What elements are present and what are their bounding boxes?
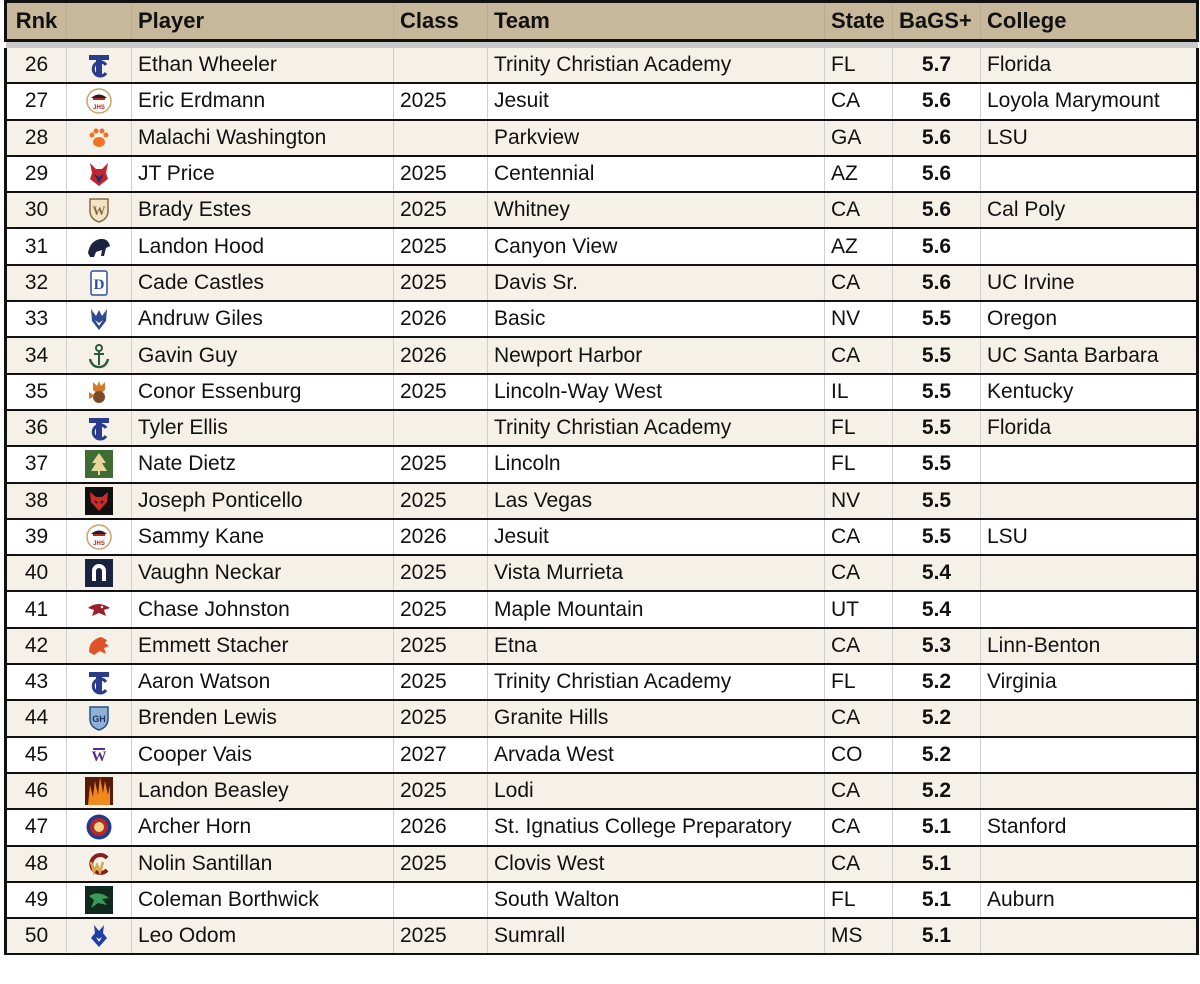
header-team[interactable]: Team (488, 2, 825, 41)
team-cell[interactable]: Lincoln-Way West (488, 374, 825, 410)
state-cell[interactable]: FL (825, 882, 893, 918)
table-row (6, 773, 1198, 809)
w-shield-logo-icon (85, 196, 113, 224)
rank-cell[interactable]: 45 (6, 737, 67, 773)
table-row (6, 228, 1198, 264)
class-cell[interactable]: 2025 (394, 918, 488, 954)
score-cell[interactable]: 5.6 (893, 265, 981, 301)
team-cell[interactable]: Canyon View (488, 228, 825, 264)
logo-cell[interactable] (67, 664, 132, 700)
logo-cell[interactable] (67, 882, 132, 918)
college-cell[interactable] (981, 846, 1198, 882)
college-cell[interactable] (981, 446, 1198, 482)
bulldog-logo-icon (85, 922, 113, 950)
table-row (6, 882, 1198, 918)
player-cell[interactable]: Leo Odom (132, 918, 394, 954)
class-cell[interactable] (394, 410, 488, 446)
player-cell[interactable]: Landon Beasley (132, 773, 394, 809)
rank-cell[interactable]: 46 (6, 773, 67, 809)
state-cell[interactable]: FL (825, 664, 893, 700)
aw-logo-icon (85, 741, 113, 769)
college-cell[interactable]: Auburn (981, 882, 1198, 918)
college-cell[interactable]: Kentucky (981, 374, 1198, 410)
table-row (6, 410, 1198, 446)
team-cell[interactable]: Jesuit (488, 83, 825, 119)
player-cell[interactable]: Eric Erdmann (132, 83, 394, 119)
class-cell[interactable]: 2025 (394, 773, 488, 809)
score-cell[interactable]: 5.1 (893, 882, 981, 918)
state-cell[interactable]: NV (825, 301, 893, 337)
logo-cell[interactable] (67, 555, 132, 591)
wildcat-logo-icon (85, 487, 113, 515)
table-body (6, 48, 1198, 954)
panther-logo-icon (85, 233, 113, 261)
logo-cell[interactable] (67, 700, 132, 736)
table-row (6, 664, 1198, 700)
logo-cell[interactable] (67, 265, 132, 301)
team-cell[interactable]: Arvada West (488, 737, 825, 773)
logo-cell[interactable] (67, 374, 132, 410)
team-cell[interactable]: Trinity Christian Academy (488, 664, 825, 700)
header-class[interactable]: Class (394, 2, 488, 41)
team-cell[interactable]: Whitney (488, 192, 825, 228)
college-cell[interactable]: Oregon (981, 301, 1198, 337)
logo-cell[interactable] (67, 83, 132, 119)
rank-cell[interactable]: 47 (6, 809, 67, 845)
state-cell[interactable]: CO (825, 737, 893, 773)
table-row (6, 483, 1198, 519)
svg-text:JHS: JHS (93, 541, 105, 547)
tc-logo-icon (85, 668, 113, 696)
college-cell[interactable]: LSU (981, 120, 1198, 156)
class-cell[interactable]: 2025 (394, 628, 488, 664)
player-cell[interactable]: Aaron Watson (132, 664, 394, 700)
header-state[interactable]: State (825, 2, 893, 41)
rank-cell[interactable]: 40 (6, 555, 67, 591)
college-cell[interactable] (981, 555, 1198, 591)
player-cell[interactable]: Nolin Santillan (132, 846, 394, 882)
cw-logo-icon (85, 850, 113, 878)
player-cell[interactable]: Gavin Guy (132, 337, 394, 373)
tc-logo-icon (85, 51, 113, 79)
rank-cell[interactable]: 31 (6, 228, 67, 264)
state-cell[interactable]: AZ (825, 228, 893, 264)
lion-logo-icon (85, 632, 113, 660)
table-row (6, 156, 1198, 192)
player-cell[interactable]: Vaughn Neckar (132, 555, 394, 591)
table-row (6, 374, 1198, 410)
gh-shield-logo-icon (85, 704, 113, 732)
rank-cell[interactable]: 36 (6, 410, 67, 446)
team-cell[interactable]: Lincoln (488, 446, 825, 482)
table-row (6, 809, 1198, 845)
header-shadow (6, 41, 1198, 49)
college-cell[interactable]: Virginia (981, 664, 1198, 700)
table-row (6, 83, 1198, 119)
class-cell[interactable]: 2026 (394, 809, 488, 845)
spartan-logo-icon (85, 886, 113, 914)
table-row (6, 519, 1198, 555)
team-cell[interactable]: South Walton (488, 882, 825, 918)
score-cell[interactable]: 5.2 (893, 700, 981, 736)
rank-cell[interactable]: 48 (6, 846, 67, 882)
table-row (6, 737, 1198, 773)
logo-cell[interactable] (67, 918, 132, 954)
logo-cell[interactable] (67, 446, 132, 482)
class-cell[interactable]: 2025 (394, 374, 488, 410)
player-cell[interactable]: Ethan Wheeler (132, 48, 394, 83)
college-cell[interactable]: Cal Poly (981, 192, 1198, 228)
state-cell[interactable]: IL (825, 374, 893, 410)
class-cell[interactable]: 2027 (394, 737, 488, 773)
player-cell[interactable]: Cade Castles (132, 265, 394, 301)
wolf-head-logo-icon (85, 305, 113, 333)
table-row (6, 918, 1198, 954)
class-cell[interactable]: 2025 (394, 555, 488, 591)
wolf-logo-icon (85, 160, 113, 188)
table-row (6, 700, 1198, 736)
horseshoe-logo-icon (85, 559, 113, 587)
team-cell[interactable]: St. Ignatius College Preparatory (488, 809, 825, 845)
team-cell[interactable]: Granite Hills (488, 700, 825, 736)
svg-text:D: D (93, 276, 105, 293)
logo-cell[interactable] (67, 337, 132, 373)
tc-logo-icon (85, 414, 113, 442)
rank-cell[interactable]: 41 (6, 591, 67, 627)
score-cell[interactable]: 5.2 (893, 773, 981, 809)
score-cell[interactable]: 5.1 (893, 809, 981, 845)
team-cell[interactable]: Centennial (488, 156, 825, 192)
score-cell[interactable]: 5.5 (893, 483, 981, 519)
state-cell[interactable]: NV (825, 483, 893, 519)
header-score[interactable]: BaGS+ (893, 2, 981, 41)
warrior-logo-icon (85, 378, 113, 406)
class-cell[interactable]: 2025 (394, 156, 488, 192)
state-cell[interactable]: CA (825, 265, 893, 301)
rank-cell[interactable]: 38 (6, 483, 67, 519)
svg-text:W: W (92, 203, 106, 219)
rank-cell[interactable]: 42 (6, 628, 67, 664)
table-row (6, 48, 1198, 83)
rank-cell[interactable]: 26 (6, 48, 67, 83)
player-cell[interactable]: Archer Horn (132, 809, 394, 845)
seal-logo-icon (85, 813, 113, 841)
table-row (6, 846, 1198, 882)
score-cell[interactable]: 5.6 (893, 228, 981, 264)
team-cell[interactable]: Clovis West (488, 846, 825, 882)
player-cell[interactable]: Tyler Ellis (132, 410, 394, 446)
table-row (6, 192, 1198, 228)
d-logo-icon (85, 269, 113, 297)
player-cell[interactable]: Coleman Borthwick (132, 882, 394, 918)
class-cell[interactable]: 2025 (394, 483, 488, 519)
college-cell[interactable]: UC Santa Barbara (981, 337, 1198, 373)
svg-text:GH: GH (92, 714, 106, 725)
college-cell[interactable]: Florida (981, 48, 1198, 83)
team-cell[interactable]: Vista Murrieta (488, 555, 825, 591)
college-cell[interactable] (981, 591, 1198, 627)
team-cell[interactable]: Trinity Christian Academy (488, 410, 825, 446)
score-cell[interactable]: 5.5 (893, 446, 981, 482)
pirate-jhs-logo-icon (85, 87, 113, 115)
score-cell[interactable]: 5.6 (893, 120, 981, 156)
rank-cell[interactable]: 50 (6, 918, 67, 954)
rank-cell[interactable]: 43 (6, 664, 67, 700)
table-row (6, 337, 1198, 373)
player-cell[interactable]: Joseph Ponticello (132, 483, 394, 519)
table-row (6, 628, 1198, 664)
score-cell[interactable]: 5.5 (893, 337, 981, 373)
rank-cell[interactable]: 28 (6, 120, 67, 156)
class-cell[interactable] (394, 120, 488, 156)
score-cell[interactable]: 5.6 (893, 156, 981, 192)
rank-cell[interactable]: 39 (6, 519, 67, 555)
flames-logo-icon (85, 777, 113, 805)
state-cell[interactable]: FL (825, 410, 893, 446)
college-cell[interactable] (981, 228, 1198, 264)
score-cell[interactable]: 5.6 (893, 83, 981, 119)
class-cell[interactable]: 2025 (394, 846, 488, 882)
score-cell[interactable]: 5.4 (893, 555, 981, 591)
rank-cell[interactable]: 29 (6, 156, 67, 192)
logo-cell[interactable] (67, 591, 132, 627)
player-cell[interactable]: Chase Johnston (132, 591, 394, 627)
score-cell[interactable]: 5.4 (893, 591, 981, 627)
state-cell[interactable]: UT (825, 591, 893, 627)
class-cell[interactable]: 2025 (394, 664, 488, 700)
header-college[interactable]: College (981, 2, 1198, 41)
table-row (6, 555, 1198, 591)
college-cell[interactable] (981, 483, 1198, 519)
svg-text:JHS: JHS (93, 105, 105, 112)
team-cell[interactable]: Basic (488, 301, 825, 337)
college-cell[interactable] (981, 737, 1198, 773)
class-cell[interactable]: 2026 (394, 337, 488, 373)
team-cell[interactable]: Lodi (488, 773, 825, 809)
team-cell[interactable]: Davis Sr. (488, 265, 825, 301)
team-cell[interactable]: Etna (488, 628, 825, 664)
eagle-logo-icon (85, 596, 113, 624)
score-cell[interactable]: 5.5 (893, 374, 981, 410)
player-cell[interactable]: Cooper Vais (132, 737, 394, 773)
anchor-logo-icon (85, 342, 113, 370)
score-cell[interactable]: 5.5 (893, 519, 981, 555)
team-cell[interactable]: Jesuit (488, 519, 825, 555)
score-cell[interactable]: 5.2 (893, 664, 981, 700)
state-cell[interactable]: CA (825, 846, 893, 882)
college-cell[interactable] (981, 700, 1198, 736)
college-cell[interactable]: UC Irvine (981, 265, 1198, 301)
college-cell[interactable]: Stanford (981, 809, 1198, 845)
college-cell[interactable] (981, 773, 1198, 809)
state-cell[interactable]: CA (825, 192, 893, 228)
state-cell[interactable]: CA (825, 519, 893, 555)
state-cell[interactable]: CA (825, 809, 893, 845)
state-cell[interactable]: CA (825, 555, 893, 591)
header-rank[interactable]: Rnk (6, 2, 67, 41)
rank-cell[interactable]: 30 (6, 192, 67, 228)
logo-cell[interactable] (67, 519, 132, 555)
college-cell[interactable] (981, 156, 1198, 192)
score-cell[interactable]: 5.5 (893, 410, 981, 446)
logo-cell[interactable] (67, 410, 132, 446)
team-cell[interactable]: Trinity Christian Academy (488, 48, 825, 83)
class-cell[interactable] (394, 882, 488, 918)
score-cell[interactable]: 5.2 (893, 737, 981, 773)
rank-cell[interactable]: 37 (6, 446, 67, 482)
class-cell[interactable]: 2025 (394, 591, 488, 627)
logo-cell[interactable] (67, 846, 132, 882)
logo-cell[interactable] (67, 737, 132, 773)
logo-cell[interactable] (67, 301, 132, 337)
class-cell[interactable]: 2025 (394, 446, 488, 482)
college-cell[interactable]: Linn-Benton (981, 628, 1198, 664)
state-cell[interactable]: CA (825, 83, 893, 119)
logo-cell[interactable] (67, 192, 132, 228)
logo-cell[interactable] (67, 809, 132, 845)
player-cell[interactable]: Brenden Lewis (132, 700, 394, 736)
team-cell[interactable]: Las Vegas (488, 483, 825, 519)
rank-cell[interactable]: 32 (6, 265, 67, 301)
rank-cell[interactable]: 35 (6, 374, 67, 410)
player-cell[interactable]: Landon Hood (132, 228, 394, 264)
paw-logo-icon (85, 124, 113, 152)
class-cell[interactable]: 2026 (394, 519, 488, 555)
logo-cell[interactable] (67, 228, 132, 264)
player-cell[interactable]: JT Price (132, 156, 394, 192)
state-cell[interactable]: GA (825, 120, 893, 156)
player-cell[interactable]: Nate Dietz (132, 446, 394, 482)
score-cell[interactable]: 5.3 (893, 628, 981, 664)
table-row (6, 446, 1198, 482)
score-cell[interactable]: 5.1 (893, 918, 981, 954)
table-row (6, 301, 1198, 337)
class-cell[interactable] (394, 48, 488, 83)
header-logo[interactable] (67, 2, 132, 41)
college-cell[interactable]: Loyola Marymount (981, 83, 1198, 119)
state-cell[interactable]: FL (825, 446, 893, 482)
player-cell[interactable]: Brady Estes (132, 192, 394, 228)
player-cell[interactable]: Andruw Giles (132, 301, 394, 337)
logo-cell[interactable] (67, 156, 132, 192)
rank-cell[interactable]: 44 (6, 700, 67, 736)
tree-logo-icon (85, 450, 113, 478)
player-cell[interactable]: Emmett Stacher (132, 628, 394, 664)
header-row (6, 2, 1198, 41)
svg-text:W: W (91, 748, 107, 765)
logo-cell[interactable] (67, 120, 132, 156)
class-cell[interactable]: 2025 (394, 83, 488, 119)
logo-cell[interactable] (67, 483, 132, 519)
team-cell[interactable]: Maple Mountain (488, 591, 825, 627)
table-row (6, 591, 1198, 627)
rankings-table (4, 0, 1199, 955)
header-player[interactable]: Player (132, 2, 394, 41)
college-cell[interactable] (981, 918, 1198, 954)
state-cell[interactable]: AZ (825, 156, 893, 192)
player-cell[interactable]: Malachi Washington (132, 120, 394, 156)
rank-cell[interactable]: 33 (6, 301, 67, 337)
table-row (6, 120, 1198, 156)
rank-cell[interactable]: 49 (6, 882, 67, 918)
logo-cell[interactable] (67, 628, 132, 664)
logo-cell[interactable] (67, 773, 132, 809)
state-cell[interactable]: CA (825, 628, 893, 664)
class-cell[interactable]: 2025 (394, 265, 488, 301)
class-cell[interactable]: 2026 (394, 301, 488, 337)
state-cell[interactable]: CA (825, 700, 893, 736)
score-cell[interactable]: 5.5 (893, 301, 981, 337)
class-cell[interactable]: 2025 (394, 700, 488, 736)
team-cell[interactable]: Sumrall (488, 918, 825, 954)
state-cell[interactable]: FL (825, 48, 893, 83)
rank-cell[interactable]: 27 (6, 83, 67, 119)
class-cell[interactable]: 2025 (394, 228, 488, 264)
college-cell[interactable]: Florida (981, 410, 1198, 446)
team-cell[interactable]: Parkview (488, 120, 825, 156)
table-row (6, 265, 1198, 301)
state-cell[interactable]: CA (825, 773, 893, 809)
logo-cell[interactable] (67, 48, 132, 83)
state-cell[interactable]: CA (825, 337, 893, 373)
rank-cell[interactable]: 34 (6, 337, 67, 373)
class-cell[interactable]: 2025 (394, 192, 488, 228)
score-cell[interactable]: 5.6 (893, 192, 981, 228)
score-cell[interactable]: 5.1 (893, 846, 981, 882)
score-cell[interactable]: 5.7 (893, 48, 981, 83)
pirate-jhs-logo-icon (85, 523, 113, 551)
state-cell[interactable]: MS (825, 918, 893, 954)
player-cell[interactable]: Conor Essenburg (132, 374, 394, 410)
player-cell[interactable]: Sammy Kane (132, 519, 394, 555)
team-cell[interactable]: Newport Harbor (488, 337, 825, 373)
college-cell[interactable]: LSU (981, 519, 1198, 555)
